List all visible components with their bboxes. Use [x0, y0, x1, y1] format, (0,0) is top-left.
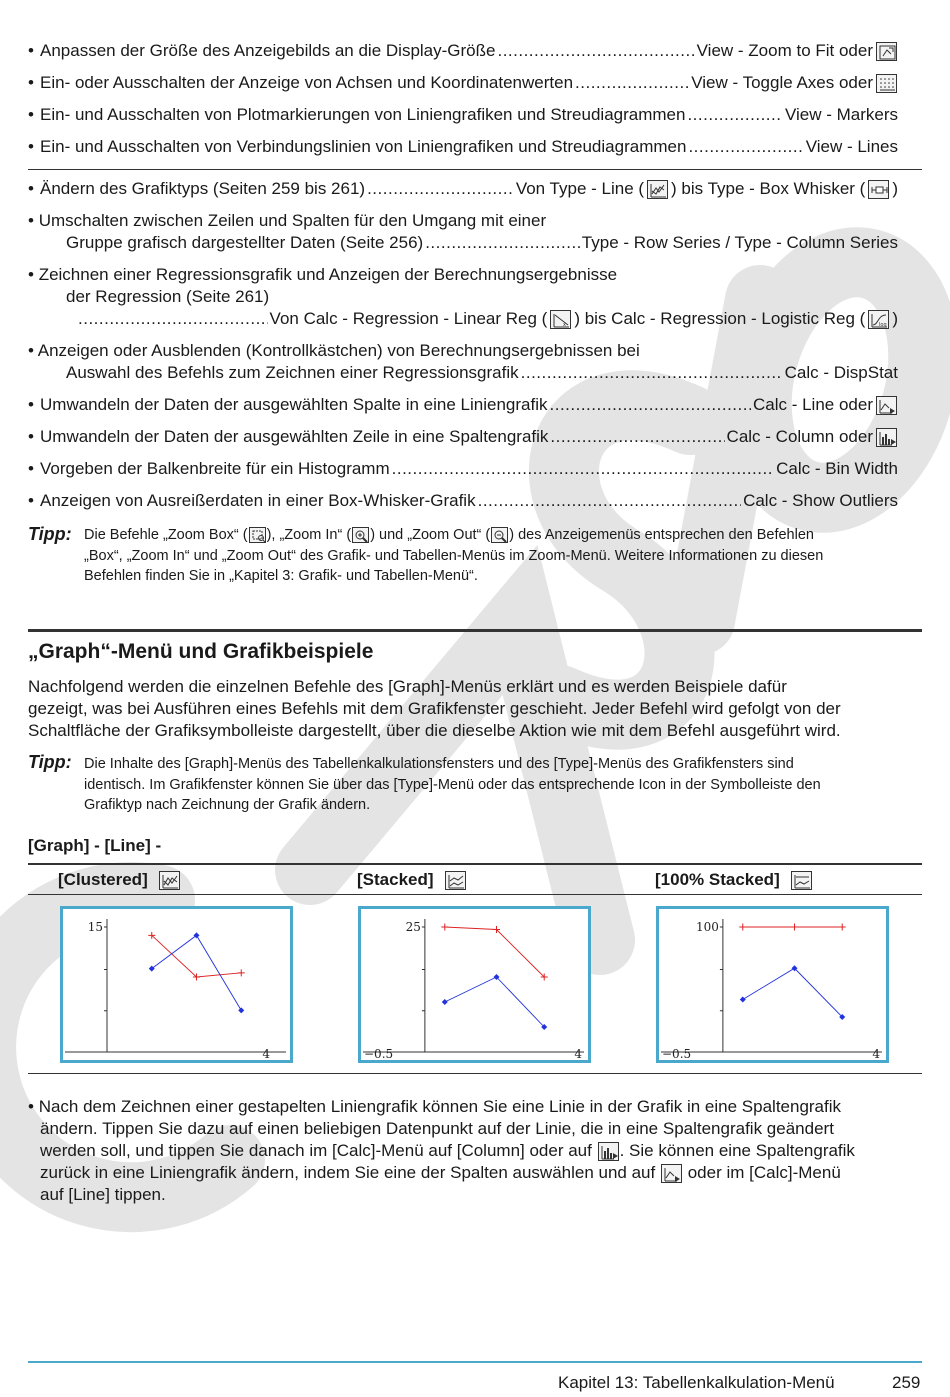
data-point — [441, 924, 448, 931]
graph-heading: [Graph] - [Line] - — [28, 836, 162, 855]
box-whisker-icon[interactable] — [868, 180, 889, 199]
list-item-continuation: der Regression (Seite 261) — [66, 287, 270, 306]
section-title: „Graph“-Menü und Grafikbeispiele — [28, 640, 374, 663]
data-point — [739, 924, 746, 931]
data-point — [442, 999, 448, 1005]
stacked-line-icon[interactable] — [445, 871, 466, 890]
divider — [28, 169, 922, 170]
tip-label: Tipp: — [28, 524, 72, 544]
logistic-reg-icon[interactable] — [868, 310, 889, 329]
linear-reg-icon[interactable] — [550, 310, 571, 329]
x-tick-label: −0.5 — [662, 1047, 692, 1060]
line-convert-icon[interactable] — [661, 1164, 682, 1183]
percent-stacked-line-icon[interactable] — [791, 871, 812, 890]
footer-chapter: Kapitel 13: Tabellenkalkulation-Menü — [558, 1373, 835, 1392]
graph-window-clustered[interactable] — [60, 906, 293, 1063]
data-point — [791, 924, 798, 931]
list-item: • Ein- und Ausschalten von Verbindungslinien von Liniengrafiken und Streudiagrammen ..... View - Lines — [28, 136, 898, 158]
x-tick-label: 4 — [872, 1047, 880, 1060]
list-item: • Ein- und Ausschalten von Plotmarkierungen von Liniengrafiken und Streudiagrammen ..... View - Markers — [28, 104, 898, 126]
data-point — [740, 997, 746, 1003]
list-item: • Umwandeln der Daten der ausgewählten Spalte in eine Liniengrafik ..... Calc - Line oder — [28, 394, 898, 416]
list-item-continuation: Gruppe grafisch dargestellter Daten (Seite 256) ..... Type - Row Series / Type - Column Series — [66, 232, 898, 254]
toggle-axes-icon[interactable] — [876, 74, 897, 93]
list-item-continuation: Auswahl des Befehls zum Zeichnen einer Regressionsgrafik ..... Calc - DispStat — [66, 362, 898, 384]
table-header-rule — [28, 894, 922, 895]
zoom-in-icon[interactable] — [352, 527, 369, 543]
line-convert-icon[interactable] — [876, 396, 897, 415]
series-line — [445, 927, 544, 977]
y-tick-label: 15 — [87, 920, 103, 934]
clustered-line-icon[interactable] — [159, 871, 180, 890]
footer-rule — [28, 1361, 922, 1363]
zoom-box-icon[interactable] — [249, 527, 266, 543]
line-chart-100-stacked — [659, 909, 886, 1060]
line-chart-stacked — [361, 909, 588, 1060]
list-item: • Umschalten zwischen Zeilen und Spalten für den Umgang mit einer — [28, 211, 547, 230]
list-item: • Nach dem Zeichnen einer gestapelten Liniengrafik können Sie eine Linie in der Grafik in eine Spaltengrafik — [28, 1097, 842, 1116]
x-tick-label: 4 — [262, 1047, 270, 1060]
table-bottom-rule — [28, 1073, 922, 1074]
list-item: • Anzeigen oder Ausblenden (Kontrollkästchen) von Berechnungsergebnissen bei — [28, 341, 640, 360]
data-point — [238, 1007, 244, 1013]
graph-window-stacked[interactable] — [358, 906, 591, 1063]
svg-text:x: x — [563, 321, 567, 328]
line-graph-icon[interactable] — [647, 180, 668, 199]
column-convert-icon[interactable] — [598, 1142, 619, 1161]
data-point — [839, 924, 846, 931]
column-header-clustered: [Clustered] — [58, 870, 181, 890]
list-item: • Anpassen der Größe des Anzeigebilds an die Display-Größe ..... View - Zoom to Fit oder — [28, 40, 898, 62]
table-top-rule — [28, 863, 922, 865]
list-item: • Ein- oder Ausschalten der Anzeige von Achsen und Koordinatenwerten ..... View - Toggle Axes oder — [28, 72, 898, 94]
series-line — [152, 935, 242, 977]
list-item: • Anzeigen von Ausreißerdaten in einer Box-Whisker-Grafik ..... Calc - Show Outliers — [28, 490, 898, 512]
tip-label: Tipp: — [28, 752, 72, 772]
svg-text:log: log — [879, 321, 887, 328]
column-header-stacked: [Stacked] — [357, 870, 467, 890]
section-divider — [28, 629, 922, 632]
x-tick-label: 4 — [574, 1047, 582, 1060]
list-item: • Umwandeln der Daten der ausgewählten Zeile in eine Spaltengrafik ..... Calc - Column oder — [28, 426, 898, 448]
graph-window-100-stacked[interactable] — [656, 906, 889, 1063]
list-item: • Zeichnen einer Regressionsgrafik und Anzeigen der Berechnungsergebnisse — [28, 265, 618, 284]
column-header-100-stacked: [100% Stacked] — [655, 870, 813, 890]
line-chart-clustered — [63, 909, 290, 1060]
list-item: • Ändern des Grafiktyps (Seiten 259 bis 261) ..... Von Type - Line ( ) bis Type - Box Whisker ( ) — [28, 178, 898, 200]
tip-text: Die Inhalte des [Graph]-Menüs des Tabellenkalkulationsfensters und des [Type]-Menüs des Grafikfensters sind identisch. Im Grafikfenster können Sie über das [Type]-Menü oder das entsprechende Icon in der Symbolleiste den Grafiktyp nach Zeichnung der Grafik ändern. — [84, 756, 821, 813]
tip-text: Die Befehle „Zoom Box“ ( ), „Zoom In“ ( ) und „Zoom Out“ ( ) des Anzeigemenüs entsprechen den Befehlen „Box“, „Zoom In“ und „Zoom Out“ des Grafik- und Tabellen-Menüs im Zoom-Menü. Weitere Informationen zu diesen Befehlen finden Sie in „Kapitel 3: Grafik- und Tabellen-Menü“. — [84, 527, 824, 584]
column-convert-icon[interactable] — [876, 428, 897, 447]
x-tick-label: −0.5 — [364, 1047, 394, 1060]
series-line — [445, 977, 544, 1027]
intro-paragraph: Nachfolgend werden die einzelnen Befehle des [Graph]-Menüs erklärt und es werden Beispiele dafür gezeigt, was bei Ausführen eines Befehls mit dem Grafikfenster geschieht. Jeder Befehl wird gefolgt von der Schaltfläche der Grafiksymbolleiste dargestellt, über die dieselbe Aktion wie mit dem Befehl ausgeführt wird. — [28, 677, 841, 740]
y-tick-label: 100 — [695, 920, 719, 934]
list-item: • Vorgeben der Balkenbreite für ein Histogramm ..... Calc - Bin Width — [28, 458, 898, 480]
series-line — [743, 968, 842, 1017]
data-point — [238, 969, 245, 976]
y-tick-label: 25 — [405, 920, 421, 934]
series-line — [152, 935, 242, 1010]
page-number: 259 — [892, 1373, 921, 1392]
list-item-continuation: ..... Von Calc - Regression - Linear Reg ( x ) bis Calc - Regression - Logistic Reg ( log ) — [78, 308, 898, 330]
zoom-out-icon[interactable] — [491, 527, 508, 543]
zoom-to-fit-icon[interactable] — [876, 42, 897, 61]
